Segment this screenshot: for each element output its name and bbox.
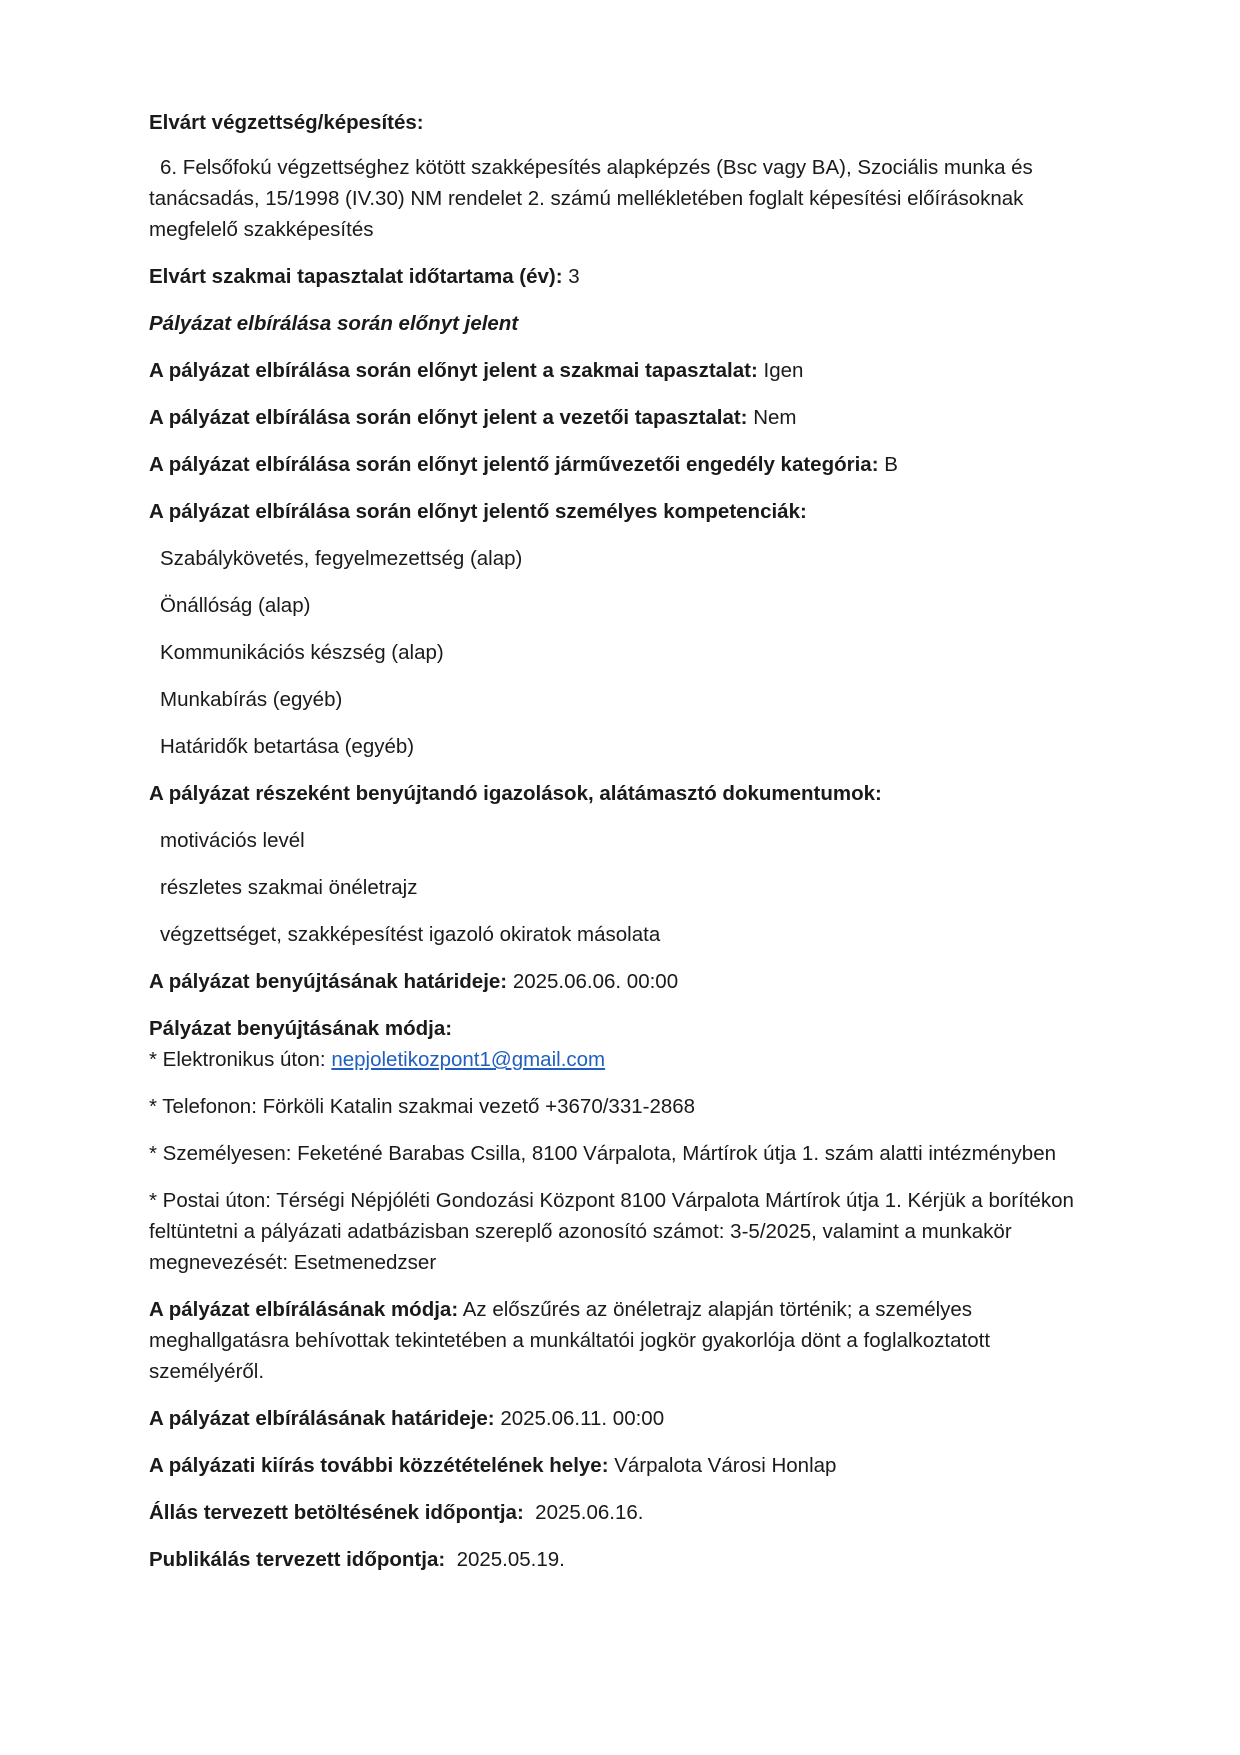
competency-item: Munkabírás (egyéb): [160, 688, 343, 711]
adv-license-value: B: [878, 453, 898, 476]
publication-place-field: [149, 1450, 1109, 1481]
experience-label: Elvárt szakmai tapasztalat időtartama (év):: [149, 265, 563, 288]
experience-field: [149, 261, 1109, 292]
adv-license-label: A pályázat elbírálása során előnyt jelentő járművezetői engedély kategória:: [149, 453, 879, 476]
adv-professional-field: [149, 355, 1109, 386]
deadline-label: A pályázat benyújtásának határideje:: [149, 970, 508, 993]
publish-date-label: Publikálás tervezett időpontja:: [149, 1548, 446, 1571]
document-item: részletes szakmai önéletrajz: [160, 876, 418, 899]
advantage-heading: [149, 308, 1109, 339]
document-item: motivációs levél: [160, 829, 305, 852]
evaluation-method-value: Az előszűrés az önéletrajz alapján történik; a személyes meghallgatásra behívottak tekintetében a munkáltatói jogkör gyakorlója dönt a foglalkoztatott személyéről.: [149, 1298, 991, 1383]
adv-management-field: [149, 402, 1109, 433]
adv-professional-label: A pályázat elbírálása során előnyt jelent a szakmai tapasztalat:: [149, 359, 758, 382]
start-date-label: Állás tervezett betöltésének időpontja:: [149, 1501, 524, 1524]
email-link[interactable]: nepjoletikozpont1@gmail.com: [331, 1048, 606, 1071]
publish-date-field: [149, 1544, 1109, 1575]
publication-place-label: A pályázati kiírás további közzétételének helye:: [149, 1454, 609, 1477]
submission-method-block: [149, 1013, 1109, 1075]
qualification-label: [149, 107, 1109, 138]
adv-professional-value: Igen: [757, 359, 804, 382]
competency-item: Kommunikációs készség (alap): [160, 641, 444, 664]
documents-label-text: A pályázat részeként benyújtandó igazolások, alátámasztó dokumentumok:: [149, 782, 882, 805]
competency-item: Határidők betartása (egyéb): [160, 735, 415, 758]
adv-management-label: A pályázat elbírálása során előnyt jelent a vezetői tapasztalat:: [149, 406, 748, 429]
documents-label: [149, 778, 1109, 809]
submission-label: Pályázat benyújtásának módja:: [149, 1017, 453, 1040]
competencies-label-text: A pályázat elbírálása során előnyt jelentő személyes kompetenciák:: [149, 500, 807, 523]
evaluation-deadline-value: 2025.06.11. 00:00: [494, 1407, 665, 1430]
start-date-field: [149, 1497, 1109, 1528]
deadline-field: [149, 966, 1109, 997]
advantage-heading-text: Pályázat elbírálása során előnyt jelent: [149, 312, 519, 335]
publish-date-value: 2025.05.19.: [445, 1548, 565, 1571]
document-page: [149, 107, 1109, 1591]
evaluation-deadline-field: [149, 1403, 1109, 1434]
qualification-label-text: Elvárt végzettség/képesítés:: [149, 111, 424, 134]
adv-license-field: [149, 449, 1109, 480]
experience-value: 3: [562, 265, 580, 288]
start-date-value: 2025.06.16.: [523, 1501, 644, 1524]
submission-phone: * Telefonon: Förköli Katalin szakmai vezető +3670/331-2868: [149, 1095, 696, 1118]
competency-item: Szabálykövetés, fegyelmezettség (alap): [160, 547, 523, 570]
qualification-item: 6. Felsőfokú végzettséghez kötött szakképesítés alapképzés (Bsc vagy BA), Szociális munka és tanácsadás, 15/1998 (IV.30) NM rendelet 2. számú mellékletében foglalt képesítési előírásoknak megfelelő szakképesítés: [149, 156, 1033, 241]
submission-electronic-prefix: * Elektronikus úton:: [149, 1048, 332, 1071]
evaluation-method-label: A pályázat elbírálásának módja:: [149, 1298, 459, 1321]
competencies-label: [149, 496, 1109, 527]
adv-management-value: Nem: [747, 406, 797, 429]
evaluation-deadline-label: A pályázat elbírálásának határideje:: [149, 1407, 495, 1430]
deadline-value: 2025.06.06. 00:00: [507, 970, 679, 993]
qualification-item-paragraph: [149, 152, 1109, 245]
document-item: végzettséget, szakképesítést igazoló okiratok másolata: [160, 923, 661, 946]
evaluation-method-field: [149, 1294, 1109, 1387]
competency-item: Önállóság (alap): [160, 594, 311, 617]
publication-place-value: Várpalota Városi Honlap: [608, 1454, 837, 1477]
submission-postal: * Postai úton: Térségi Népjóléti Gondozási Központ 8100 Várpalota Mártírok útja 1. Kérjük a borítékon feltüntetni a pályázati adatbázisban szereplő azonosító számot: 3-5/2025, valamint a munkakör megnevezését: Esetmenedzser: [149, 1189, 1074, 1274]
submission-personal: * Személyesen: Feketéné Barabas Csilla, 8100 Várpalota, Mártírok útja 1. szám alatti intézményben: [149, 1142, 1057, 1165]
